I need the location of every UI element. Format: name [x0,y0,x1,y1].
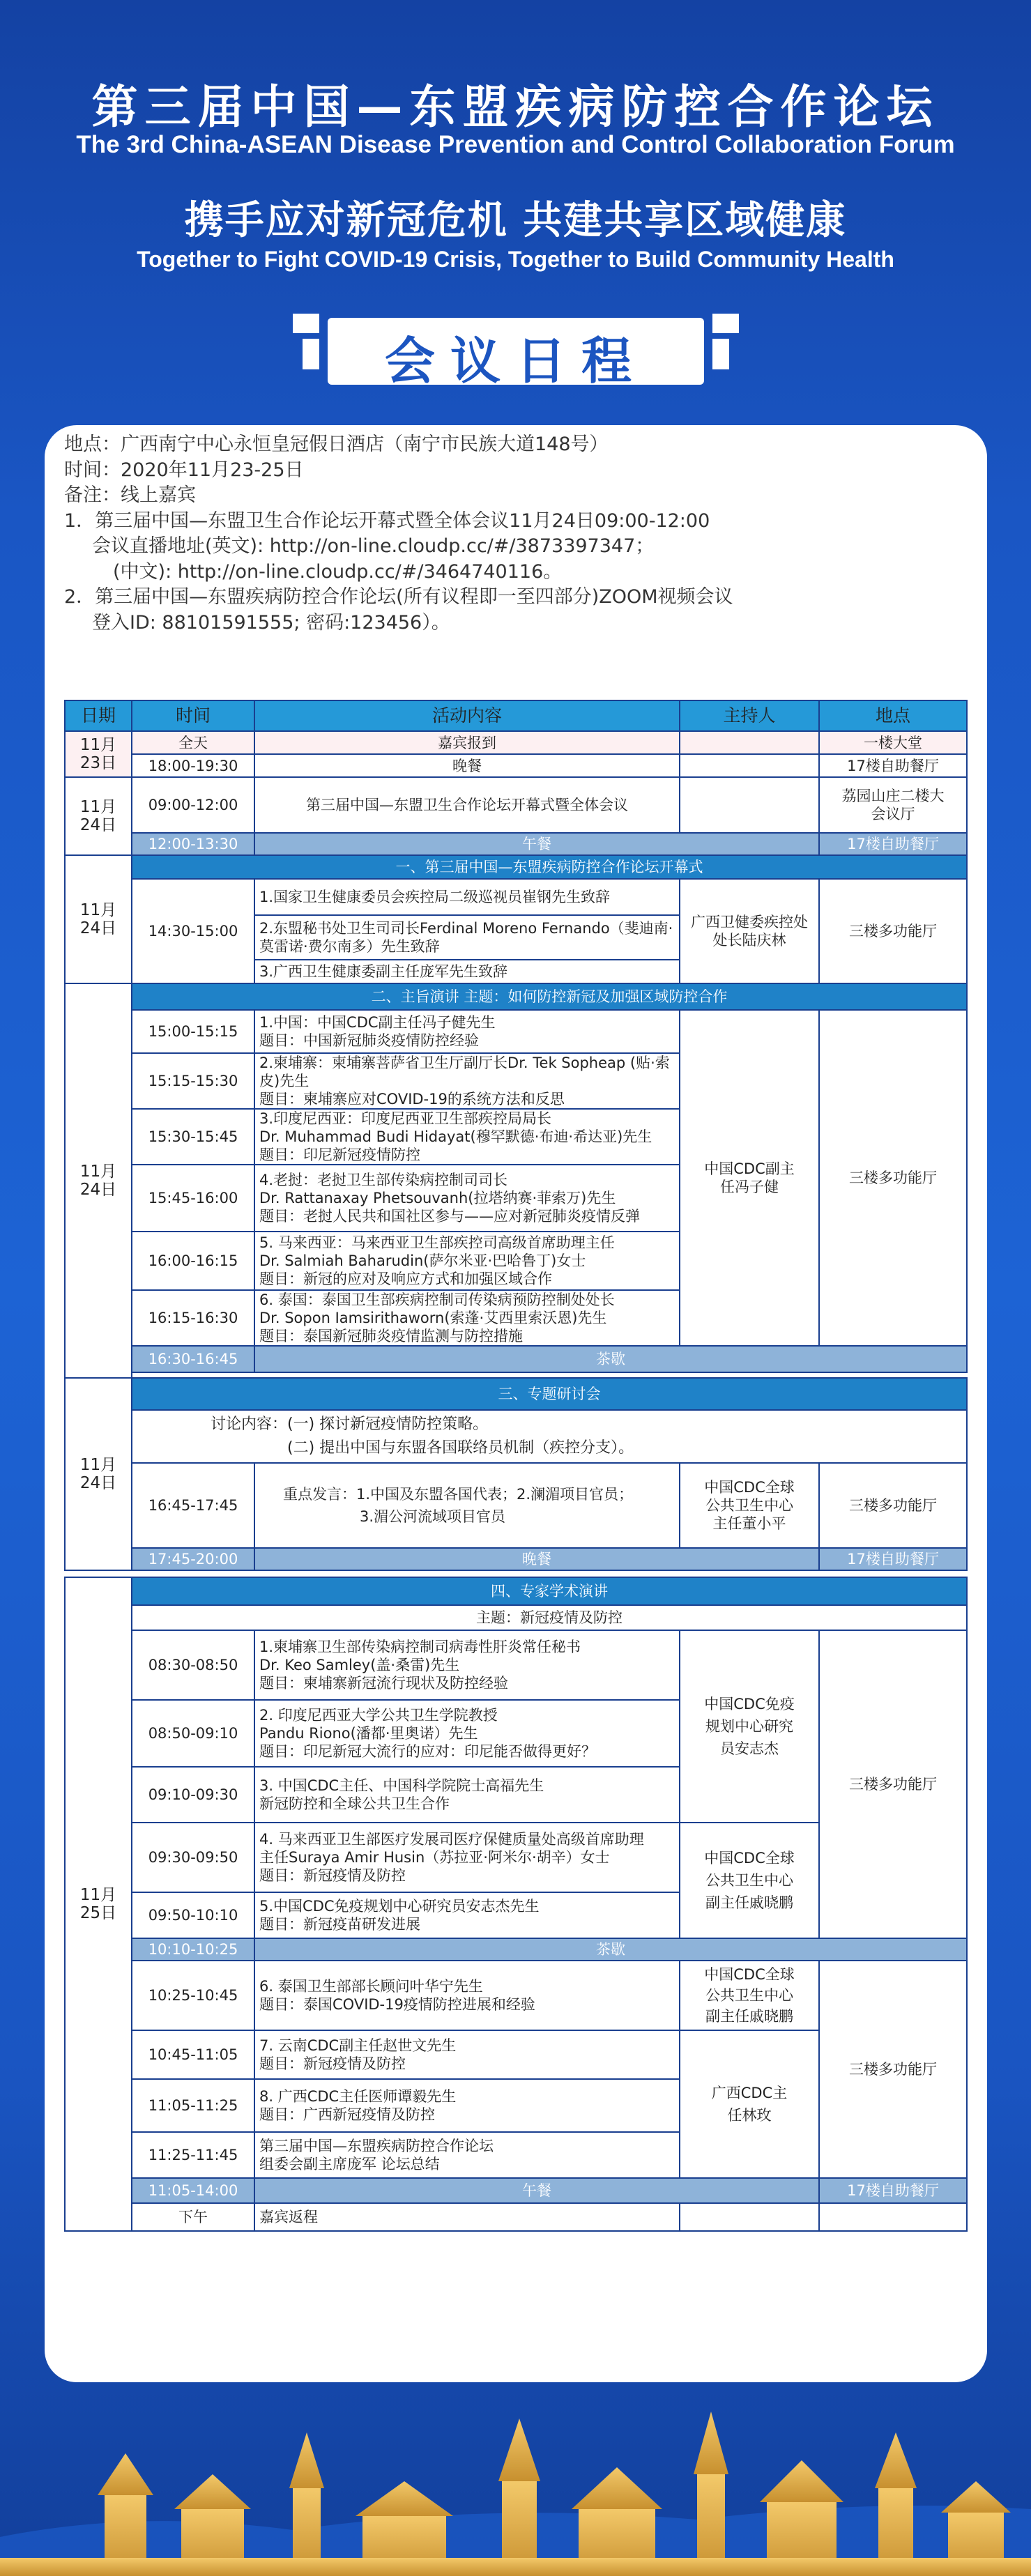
forum-title-en: The 3rd China-ASEAN Disease Prevention and Control Collaboration Forum [76,131,955,158]
table-row: 16:15-16:30 6. 泰国：泰国卫生部疾病控制司传染病预防控制处处长 Dr. Sopon Iamsirithaworn(索蓬·艾西里索沃恩)先生 题目：泰国新冠肺炎疫情监测与防控措施 [65,1290,967,1346]
table-row: 10:45-11:05 7. 云南CDC副主任赵世文先生 题目：新冠疫情及防控 广西CDC主任林玫 [65,2030,967,2079]
date-cell: 11月24日 [65,855,132,983]
table-row: 主题：新冠疫情及防控 [65,1605,967,1630]
table-row: 16:00-16:15 5. 马来西亚：马来西亚卫生部疾控司高级首席助理主任 Dr. Salmiah Baharudin(萨尔米亚·巴哈鲁丁)女士 题目：新冠的应对及响应方式和加强区域合作 [65,1232,967,1290]
table-row: 14:30-15:00 1.国家卫生健康委员会疾控局二级巡视员崔钢先生致辞 广西卫健委疾控处处长陆庆林 三楼多功能厅 [65,879,967,915]
section-row [65,1577,967,1605]
table-row: 下午 嘉宾返程 [65,2203,967,2231]
section-3-title: 三、专题研讨会 [132,1378,967,1410]
slogan-en: Together to Fight COVID-19 Crisis, Together to Build Community Health [137,247,894,272]
section-2-title: 二、主旨演讲 主题：如何防控新冠及加强区域防控合作 [132,983,967,1010]
date-cell: 11月24日 [65,983,132,1378]
table-row: 11:05-11:25 8. 广西CDC主任医师谭毅先生 题目：广西新冠疫情及防控 [65,2079,967,2132]
section-row [65,1378,967,1410]
item-2: 2．第三届中国—东盟疾病防控合作论坛(所有议程即一至四部分)ZOOM视频会议 [64,586,733,608]
date-cell: 11月24日 [65,1378,132,1570]
agenda-banner-title: 会议日程 [384,332,647,390]
break-row: 11:05-14:00 午餐 17楼自助餐厅 [65,2178,967,2203]
live-link-cn[interactable]: (中文): http://on-line.cloudp.cc/#/3464740116。 [113,560,563,583]
table-row: 3.广西卫生健康委副主任庞军先生致辞 [65,960,967,983]
table-row: 10:25-10:45 6. 泰国卫生部部长顾问叶华宁先生 题目：泰国COVID-19疫情防控进展和经验 中国CDC全球公共卫生中心副主任戚晓鹏 三楼多功能厅 [65,1961,967,2030]
table-row: 讨论内容：(一) 探讨新冠疫情防控策略。 (二) 提出中国与东盟各国联络员机制（疾控分支）。 [65,1410,967,1463]
table-row: 11月24日 09:00-12:00 第三届中国—东盟卫生合作论坛开幕式暨全体会议 荔园山庄二楼大会议厅 [65,777,967,833]
table-row: 09:50-10:10 5.中国CDC免疫规划中心研究员安志杰先生 题目：新冠疫苗研发进展 [65,1892,967,1938]
table-row: 09:10-09:30 3. 中国CDC主任、中国科学院院士高福先生 新冠防控和全球公共卫生合作 [65,1767,967,1823]
slogan-cn: 携手应对新冠危机 共建共享区域健康 [184,198,847,243]
live-link-en[interactable]: 会议直播地址(英文): http://on-line.cloudp.cc/#/3873397347； [92,535,655,557]
break-row: 12:00-13:30 午餐 17楼自助餐厅 [65,833,967,855]
meeting-time: 时间：2020年11月23-25日 [64,459,304,481]
note: 备注：线上嘉宾 [64,484,196,506]
header [0,0,1031,390]
break-row: 17:45-20:00 晚餐 17楼自助餐厅 [65,1548,967,1570]
forum-title-cn: 第三届中国—东盟疾病防控合作论坛 [91,80,940,134]
agenda-banner [293,304,739,394]
table-row: 09:30-09:50 4. 马来西亚卫生部医疗发展司医疗保健质量处高级首席助理 主任Suraya Amir Husin（苏拉亚·阿米尔·胡辛）女士 题目：新冠疫情及防控 中国CDC全球公共卫生中心副主任戚晓鹏 [65,1823,967,1892]
zoom-login: 登入ID: 88101591555; 密码:123456）。 [92,611,450,634]
asean-skyline-illustration [0,2370,1031,2576]
table-row: 18:00-19:30 晚餐 17楼自助餐厅 [65,754,967,777]
agenda-table [64,700,968,2232]
table-row: 08:50-09:10 2. 印度尼西亚大学公共卫生学院教授 Pandu Riono(潘都·里奥诺）先生 题目：印尼新冠大流行的应对：印尼能否做得更好？ [65,1700,967,1767]
date-cell: 11月24日 [65,777,132,855]
table-row: 2.东盟秘书处卫生司司长Ferdinal Moreno Fernando（斐迪南·莫雷诺·费尔南多）先生致辞 [65,915,967,960]
venue: 地点：广西南宁中心永恒皇冠假日酒店（南宁市民族大道148号） [64,434,609,455]
table-row: 11月23日 全天 嘉宾报到 一楼大堂 [65,731,967,754]
table-row: 15:45-16:00 4.老挝：老挝卫生部传染病控制司司长 Dr. Rattanaxay Phetsouvanh(拉塔纳赛·菲索万)先生 题目：老挝人民共和国社区参与——应对新冠肺炎疫情反弹 [65,1165,967,1232]
table-row: 11:25-11:45 第三届中国—东盟疾病防控合作论坛 组委会副主席庞军 论坛总结 [65,2132,967,2178]
item-1: 1．第三届中国—东盟卫生合作论坛开幕式暨全体会议11月24日09:00-12:00 [64,509,710,532]
break-row: 16:30-16:45 茶歇 [65,1346,967,1372]
section-4-title: 四、专家学术演讲 [132,1577,967,1605]
break-row: 10:10-10:25 茶歇 [65,1938,967,1961]
date-cell: 11月25日 [65,1577,132,2231]
meeting-info [64,432,970,636]
table-header: 日期 时间 活动内容 主持人 地点 [65,700,967,731]
table-row: 15:00-15:15 1.中国：中国CDC副主任冯子健先生 题目：中国新冠肺炎疫情防控经验 中国CDC副主任冯子健 三楼多功能厅 [65,1010,967,1053]
date-cell: 11月23日 [65,731,132,777]
section-row [65,983,967,1010]
table-row: 16:45-17:45 重点发言：1.中国及东盟各国代表；2.澜湄项目官员； 3.湄公河流域项目官员 中国CDC全球公共卫生中心主任董小平 三楼多功能厅 [65,1463,967,1548]
table-row: 15:15-15:30 2.柬埔寨：柬埔寨菩萨省卫生厅副厅长Dr. Tek Sopheap (贴·索皮)先生 题目：柬埔寨应对COVID-19的系统方法和反思 [65,1053,967,1109]
section-1-title: 一、第三届中国—东盟疾病防控合作论坛开幕式 [132,855,967,879]
section-row [65,855,967,879]
table-row: 08:30-08:50 1.柬埔寨卫生部传染病控制司病毒性肝炎常任秘书 Dr. Keo Samley(盖·桑雷)先生 题目：柬埔寨新冠流行现状及防控经验 中国CDC免疫规划中心研究员安志杰 三楼多功能厅 [65,1630,967,1700]
table-row: 15:30-15:45 3.印度尼西亚：印度尼西亚卫生部疾控局局长 Dr. Muhammad Budi Hidayat(穆罕默德·布迪·希达亚)先生 题目：印尼新冠疫情防控 [65,1109,967,1165]
